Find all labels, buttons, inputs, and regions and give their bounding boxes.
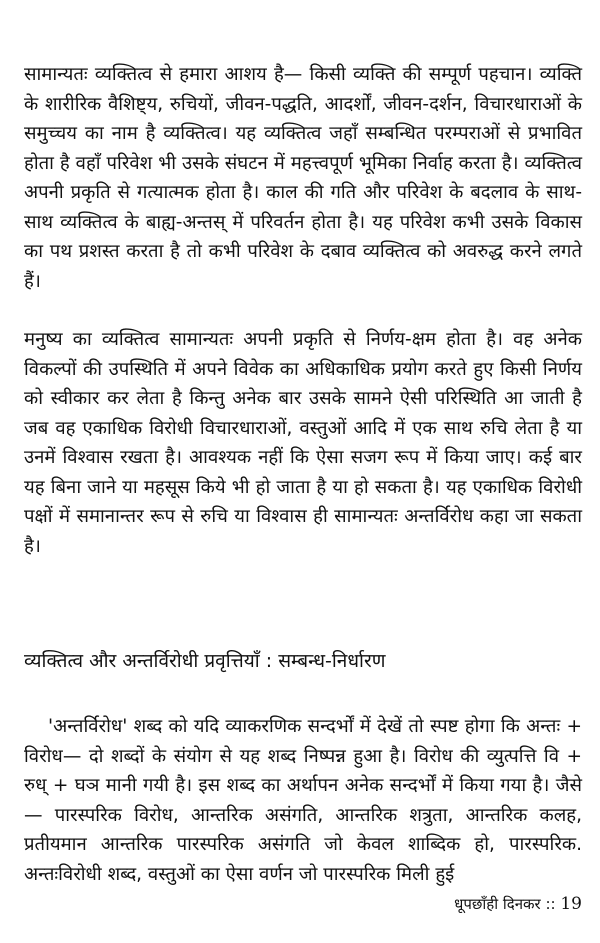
paragraph-personality-definition: सामान्यतः व्यक्तित्व से हमारा आशय है— किसी व्यक्ति की सम्पूर्ण पहचान। व्यक्ति के शारीरिक वैशिष्ट्य, रुचियों, जीवन-पद्धति, आदर्शों, जीवन-दर्शन, विचारधाराओं के समुच्चय का नाम है व्यक्तित्व। यह व्यक्तित्व जहाँ सम्बन्धित परम्पराओं से प्रभावित होता है वहाँ परिवेश भी उसके संघटन में महत्त्वपूर्ण भूमिका निर्वाह करता है। व्यक्तित्व अपनी प्रकृति से गत्यात्मक होता है। काल की गति और परिवेश के बदलाव के साथ-साथ व्यक्तित्व के बाह्य-अन्तस् में परिवर्तन होता है। यह परिवेश कभी उसके विकास का पथ प्रशस्त करता है तो कभी परिवेश के दबाव व्यक्तित्व को अवरुद्ध करने लगते हैं। bbox=[24, 64, 582, 292]
body-text-block bbox=[24, 325, 582, 561]
body-text-block bbox=[24, 60, 582, 296]
running-title: धूपछाँही दिनकर :: bbox=[454, 895, 556, 913]
page-footer bbox=[454, 894, 582, 914]
page-number: 19 bbox=[560, 894, 582, 914]
paragraph-etymology: 'अन्तर्विरोध' शब्द को यदि व्याकरणिक सन्दर्भों में देखें तो स्पष्ट होगा कि अन्तः + विरोध— दो शब्दों के संयोग से यह शब्द निष्पन्न हुआ है। विरोध की व्युत्पत्ति वि + रुध् + घञ मानी गयी है। इस शब्द का अर्थापन अनेक सन्दर्भों में किया गया है। जैसे— पारस्परिक विरोध, आन्तरिक असंगति, आन्तरिक शत्रुता, आन्तरिक कलह, प्रतीयमान आन्तरिक पारस्परिक असंगति जो केवल शाब्दिक हो, पारस्परिक. अन्तःविरोधी शब्द, वस्तुओं का ऐसा वर्णन जो पारस्परिक मिली हुई bbox=[24, 716, 582, 885]
paragraph-contradiction-definition: मनुष्य का व्यक्तित्व सामान्यतः अपनी प्रकृति से निर्णय-क्षम होता है। वह अनेक विकल्पों की उपस्थिति में अपने विवेक का अधिकाधिक प्रयोग करते हुए किसी निर्णय को स्वीकार कर लेता है किन्तु अनेक बार उसके सामने ऐसी परिस्थिति आ जाती है जब वह एकाधिक विरोधी विचारधाराओं, वस्तुओं आदि में एक साथ रुचि लेता है या उनमें विश्वास रखता है। आवश्यक नहीं कि ऐसा सजग रूप में किया जाए। कई बार यह बिना जाने या महसूस किये भी हो जाता है या हो सकता है। यह एकाधिक विरोधी पक्षों में समानान्तर रूप से रुचि या विश्वास ही सामान्यतः अन्तर्विरोध कहा जा सकता है। bbox=[24, 329, 582, 557]
body-text-block bbox=[24, 712, 582, 889]
section-heading: व्यक्तित्व और अन्तर्विरोधी प्रवृत्तियाँ : सम्बन्ध-निर्धारण bbox=[24, 650, 386, 672]
